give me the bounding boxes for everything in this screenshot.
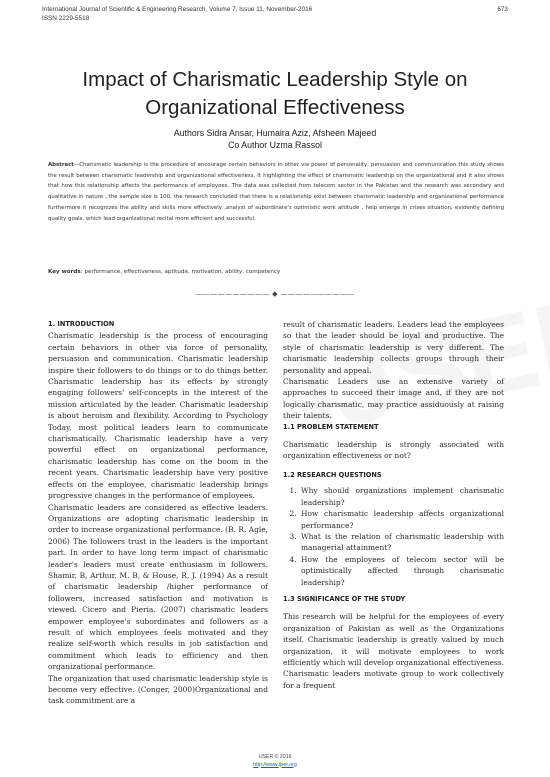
footer-link[interactable]: http://www.ijser.org xyxy=(253,761,297,768)
journal-citation: International Journal of Scientific & Engineering Research, Volume 7, Issue 11, November-2016 xyxy=(42,6,313,13)
section-heading-significance: 1.3 SIGNIFICANCE OF THE STUDY xyxy=(283,594,406,603)
paper-title: Impact of Charismatic Leadership Style on Organizational Effectiveness xyxy=(82,68,468,119)
paragraph: Charismatic leaders are considered as effective leaders. Organizations are adopting charismatic leadership in order to increase organizational performance. (B. R. Agle, 2006) The followers trust in the leaders is the important part. In order to have long term impact of charismatic leader's leaders must create enthusiasm in followers. Shamir, B, Arthur, M. B, & House, R, J. (1994) As a result of charismatic leadership /higher performance of followers, increased satisfaction and motivation is viewed. Cicero and Pieria. (2007) charismatic leaders empower employee's subordinates and followers as a result of which employees feels motivated and they realize self-worth which results in job satisfaction and commitment which leads to efficiency and then organizational performance. xyxy=(48,502,268,672)
list-item: 2. How charismatic leadership affects organizational performance? xyxy=(299,508,504,531)
abstract-label: Abstract xyxy=(48,162,74,168)
list-item: 3. What is the relation of charismatic leadership with managerial attainment? xyxy=(299,531,504,554)
co-author: Co Author Uzma Rassol xyxy=(228,139,322,150)
paragraph: This research will be helpful for the employees of every organization of Pakistan as well as the Organizations itself. Charismatic leadership is greatly valued by much organization, it will motivate employees to work efficiently which will develop organizational effectiveness. Charismatic leaders motivate group to work collectively for a frequent xyxy=(283,612,504,690)
abstract-text: —Charismatic leadership is the procedure of encourage certain behaviors in other via power of personality, persuasion and communication this study shows the result between charismatic leadership and organizational effectiveness. It highlighting the effect of charismatic leadership on the organizational and it also shows that how this relationship affects the performance of employees. The data was collected from telecom sector in the Pakistan and the research was secondary and qualitative in nature , the sample size is 100, the research concluded that there is a relationship exist between charismatic leadership and organizational performance furthermore it recognizes the ability and skills more effectively ,analyst of subordinate's optimistic work attitude , help emerge in crises situation, evidently defining quality goals, which lead organizational recital more efficient and successful. xyxy=(48,162,504,222)
paragraph: result of charismatic leaders. Leaders lead the employees so that the leader should be loyal and productive. The style of charismatic leadership is very different. The charismatic leadership collects groups through their personality and appeal. xyxy=(283,320,504,375)
section-heading-introduction: 1. INTRODUCTION xyxy=(48,320,115,328)
paragraph: The organization that used charismatic leadership style is become very effective. (Conger, 2000)Organizational and task commitment are a xyxy=(48,673,268,706)
page-footer xyxy=(0,754,550,769)
page-number: 673 xyxy=(497,6,508,13)
copyright: IJSER © 2016 xyxy=(258,754,292,760)
running-header xyxy=(42,6,508,23)
paragraph: Charismatic leadership is the process of encouraging certain behaviors in other via force of personality, persuasion and communication. Charismatic leadership inspire their followers to do things or to do things better. Charismatic leadership has its effects by strongly engaging followers' self-concepts in the interest of the mission articulated by the leader. Charismatic leadership is about heroism and flexibility. According to Psychology Today, most political leaders learn to communicate charismatically. Charismatic leadership have a very powerful effect on organizational performance, charismatic leadership has come on the boom in the recent years. Charismatic leadership have very positive effects on the employee, charismatic leadership brings progressive changes in the performance of employees. xyxy=(48,331,268,501)
author-block xyxy=(0,128,550,151)
section-heading-research-questions: 1.2 RESEARCH QUESTIONS xyxy=(283,470,382,479)
authors: Authors Sidra Ansar, Humaira Aziz, Afsheen Majeed xyxy=(173,128,377,138)
right-column xyxy=(283,319,504,691)
section-separator: —————————— ◆ —————————— xyxy=(195,290,355,298)
keywords-text: : performance, effectiveness, aptitude, motivation, ability, competency xyxy=(80,269,281,275)
abstract xyxy=(48,160,504,224)
research-questions-list xyxy=(283,485,504,588)
list-item: 1. Why should organizations implement charismatic leadership? xyxy=(299,485,504,508)
section-heading-problem-statement: 1.1 PROBLEM STATEMENT xyxy=(283,422,379,431)
keywords-label: Key words xyxy=(48,269,81,275)
left-column xyxy=(48,319,268,707)
issn: ISSN 2229-5518 xyxy=(42,14,90,22)
paragraph: Charismatic leadership is strongly associated with organization effectiveness or not? xyxy=(283,440,504,461)
list-item: 4. How the employees of telecom sector will be optimistically affected through charismatic leadership? xyxy=(299,554,504,588)
keywords xyxy=(48,268,504,277)
paragraph: Charismatic Leaders use an extensive variety of approaches to succeed their image and, if they are not logically charismatic, may practice assiduously at raising their talents. xyxy=(283,377,504,421)
